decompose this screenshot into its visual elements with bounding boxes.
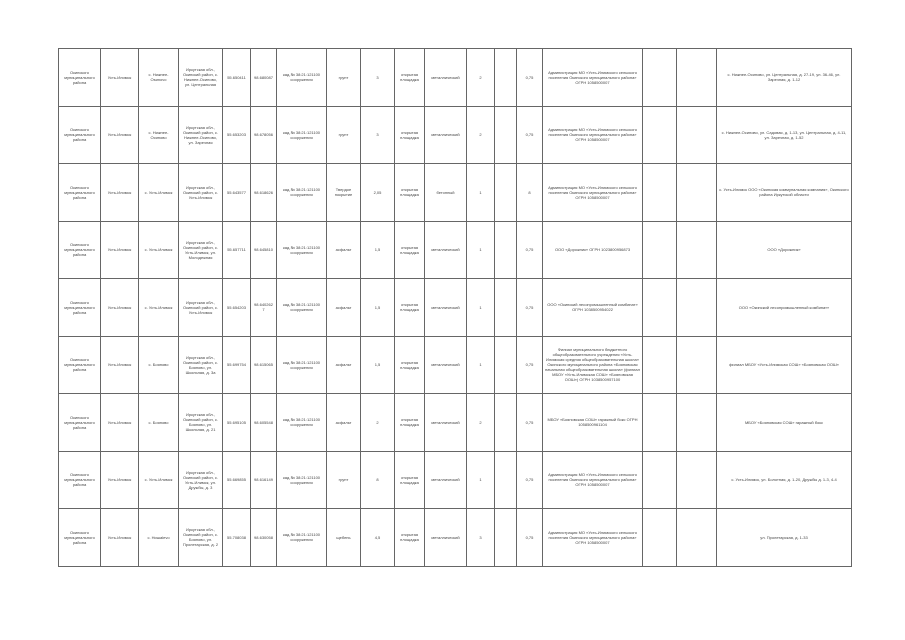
table-cell: Окинского муниципального района [59,279,101,337]
table-cell: асфальт [327,336,361,394]
table-cell: кад.№ 38:21:121100 сооружения [277,336,327,394]
table-cell: МБОУ «Бояновская СОШ» гаражный бокс ОГРН 1058500961104 [543,394,643,452]
table-cell: с. Усть-Илимск [139,279,179,337]
table-cell [495,49,517,107]
table-cell: Окинского муниципального района [59,49,101,107]
table-cell: с. Усть-Илимск, ул. Болотная, д. 1-20, Дружбы д. 1-3, 4-4 [717,451,852,509]
table-cell [677,336,717,394]
table-cell: ООО «Дорожник» ОГРН 1023800956873 [543,221,643,279]
table-cell: Иркутская обл., Окинский район, с. Бояново, ул. Пролетарская, д. 2 [179,509,223,567]
table-cell: 55.695105 [223,394,251,452]
table-cell: Иркутская обл., Окинский район, с. Усть-Илимск [179,164,223,222]
table-cell: 0,75 [517,106,543,164]
table-row [59,451,852,509]
table-cell: 98.6402627 [251,279,277,337]
table-cell: 55.708038 [223,509,251,567]
table-cell: металлический [425,394,467,452]
table-cell: с. Усть-Илимск [139,451,179,509]
table-cell: грунт [327,106,361,164]
table-cell: Иркутская обл., Окинский район, с. Усть-Илимск, ул. Молодежная [179,221,223,279]
table-cell: 2 [361,394,395,452]
table-cell [495,164,517,222]
table-cell: 98.680087 [251,49,277,107]
table-cell: 98.630058 [251,509,277,567]
table-cell: 1 [467,221,495,279]
table-cell: Иркутская обл., Окинский район, с. Нижнее-Осиново, ул. Заречная [179,106,223,164]
table-cell: 98.618626 [251,164,277,222]
table-cell: с. Бояново [139,394,179,452]
table-cell: бетонный [425,164,467,222]
table-cell: металлический [425,106,467,164]
table-cell: открытая площадка [395,49,425,107]
table-cell: 1,5 [361,336,395,394]
table-cell: кад.№ 38:21:121100 сооружения [277,509,327,567]
table-cell: асфальт [327,279,361,337]
table-cell: Усть-Илимск [101,394,139,452]
table-cell: Окинского муниципального района [59,394,101,452]
table-cell: 1 [467,279,495,337]
table-cell [643,394,677,452]
table-cell: 98.678056 [251,106,277,164]
table-cell: 0,75 [517,394,543,452]
table-cell: с. Нижнее-Осиново, ул. Садовая, д. 1-13, ул. Центральная, д. 4-11, ул. Заречная, д. 1-52 [717,106,852,164]
table-cell: 8 [361,451,395,509]
table-cell: Усть-Илимск [101,106,139,164]
table-cell: Усть-Илимск [101,164,139,222]
table-cell: Усть-Илимск [101,49,139,107]
table-cell: металлический [425,336,467,394]
table-cell: ООО «Дорожник» [717,221,852,279]
table-cell: кад.№ 38:21:121100 сооружения [277,106,327,164]
table-cell: открытая площадка [395,336,425,394]
table-cell: Иркутская обл., Окинский район, с. Бояново, ул. Школьная, д. 3а [179,336,223,394]
table-cell: Окинского муниципального района [59,106,101,164]
table-cell: 55.643577 [223,164,251,222]
table-cell: 4,5 [361,509,395,567]
table-cell: 55.653203 [223,106,251,164]
table-cell: Администрация МО «Усть-Илимского сельского поселения Окинского муниципального района» ОГРН 1058500007 [543,509,643,567]
table-row [59,509,852,567]
table-cell: Окинского муниципального района [59,451,101,509]
table-cell: 55.669855 [223,451,251,509]
table-cell [643,221,677,279]
table-cell: кад.№ 38:21:121100 сооружения [277,221,327,279]
table-row [59,49,852,107]
table-cell [643,106,677,164]
table-cell: 0,75 [517,336,543,394]
table-cell [643,336,677,394]
table-cell: с. Усть-Илимск ООО «Окинская коммунальная компания», Окинского района Иркутской области [717,164,852,222]
table-cell [677,106,717,164]
table-cell: Филиал муниципального бюджетного общеобразовательного учреждения «Усть-Илимская средняя общеобразовательная школа» Окинского муниципального района «Бояновская начальная общеобразовательная школа» (филиал МБОУ «Усть-Илимская СОШ» «Бояновская ООШ») ОГРН 1038500957100 [543,336,643,394]
table-cell: 0,75 [517,49,543,107]
table-cell: 98.616149 [251,451,277,509]
table-cell [495,451,517,509]
table-cell: 3 [361,49,395,107]
table-cell: открытая площадка [395,509,425,567]
table-cell: металлический [425,221,467,279]
table-cell: 3 [361,106,395,164]
table-cell: 55.654203 [223,279,251,337]
table-cell [677,279,717,337]
table-cell [495,509,517,567]
table-cell: грунт [327,451,361,509]
table-cell: с. Усть-Илимск [139,164,179,222]
table-cell: Усть-Илимск [101,336,139,394]
table-cell: 98.645810 [251,221,277,279]
table-cell: 2 [467,394,495,452]
table-cell: Усть-Илимск [101,221,139,279]
table-cell: кад.№ 38:21:121100 сооружения [277,164,327,222]
table-cell: Окинского муниципального района [59,221,101,279]
table-cell: 0,75 [517,221,543,279]
table-cell: Твердое покрытие [327,164,361,222]
table-cell [677,49,717,107]
table-cell [643,49,677,107]
table-cell: 1 [467,336,495,394]
table-cell: асфальт [327,221,361,279]
table-cell: Усть-Илимск [101,451,139,509]
table-cell: 2,05 [361,164,395,222]
table-cell: МБОУ «Бояновская СОШ» гаражный бокс [717,394,852,452]
table-cell: Окинского муниципального района [59,164,101,222]
table-row [59,106,852,164]
table-cell: с. Усть-Илимск [139,221,179,279]
table-cell: ул. Пролетарская, д. 1-33 [717,509,852,567]
table-cell [643,451,677,509]
table-cell: Окинского муниципального района [59,509,101,567]
table-cell: 55.650411 [223,49,251,107]
table-cell: Иркутская обл., Окинский район, с. Бояново, ул. Школьная, д. 21 [179,394,223,452]
table-cell: с. Нишаlevo [139,509,179,567]
table-cell: с. Нижнее-Осиново, ул. Центральная, д. 27-19, ул. 36-46, ул. Заречная, д. 1-12 [717,49,852,107]
table-cell: филиал МБОУ «Усть-Илимская СОШ» «Бояновская ООШ» [717,336,852,394]
table-row [59,394,852,452]
table-row [59,164,852,222]
table-cell [677,451,717,509]
table-cell: Иркутская обл., Окинский район, с. Усть-Илимск, ул. Дружбы, д. 3 [179,451,223,509]
table-cell: 98.605548 [251,394,277,452]
table-cell [495,394,517,452]
table-cell [495,336,517,394]
table-cell: 1 [467,164,495,222]
table-cell: 1 [467,451,495,509]
table-cell [677,164,717,222]
table-cell [495,279,517,337]
registry-table [58,48,852,567]
table-cell: ООО «Окинский лесопромышленный комбинат» ОГРН 1038500954022 [543,279,643,337]
table-cell [643,509,677,567]
table-cell: Администрация МО «Усть-Илимского сельского поселения Окинского муниципального района» ОГРН 1058500007 [543,164,643,222]
table-cell: открытая площадка [395,221,425,279]
table-cell: открытая площадка [395,106,425,164]
table-cell: щебень [327,509,361,567]
table-row [59,221,852,279]
table-cell [643,279,677,337]
table-cell [495,221,517,279]
table-cell: кад.№ 38:21:121100 сооружения [277,394,327,452]
table-cell [677,221,717,279]
table-cell: 2 [467,49,495,107]
table-cell [677,509,717,567]
table-cell: открытая площадка [395,279,425,337]
table-cell: 55.699754 [223,336,251,394]
table-cell [677,394,717,452]
table-cell: металлический [425,451,467,509]
table-cell: асфальт [327,394,361,452]
table-cell: с. Нижнее-Осиново [139,106,179,164]
table-cell: 2 [467,106,495,164]
table-cell: 0,75 [517,279,543,337]
table-cell: кад.№ 38:21:121100 сооружения [277,279,327,337]
table-cell: 0,75 [517,451,543,509]
table-cell: 3 [467,509,495,567]
table-cell: металлический [425,49,467,107]
table-cell: 1,5 [361,279,395,337]
table-cell: открытая площадка [395,164,425,222]
table-cell: 1,5 [361,221,395,279]
table-cell: Администрация МО «Усть-Илимского сельского поселения Окинского муниципального района» ОГРН 1058500007 [543,49,643,107]
table-cell: 8 [517,164,543,222]
table-cell: Иркутская обл., Окинский район, с. Нижнее-Осиново, ул. Центральная [179,49,223,107]
table-cell: Усть-Илимск [101,279,139,337]
table-cell: открытая площадка [395,451,425,509]
table-cell: ООО «Окинский лесопромышленный комбинат» [717,279,852,337]
table-cell: 98.615065 [251,336,277,394]
table-row [59,336,852,394]
table-cell: металлический [425,509,467,567]
table-cell: 55.657711 [223,221,251,279]
table-cell: кад.№ 38:21:121100 сооружения [277,49,327,107]
table-cell [643,164,677,222]
table-cell: с. Бояново [139,336,179,394]
table-cell: открытая площадка [395,394,425,452]
table-cell: с. Нижнее-Оsиnovo [139,49,179,107]
table-cell [495,106,517,164]
table-cell: Усть-Илимск [101,509,139,567]
table-cell: Окинского муниципального района [59,336,101,394]
table-cell: 0,75 [517,509,543,567]
table-cell: грунт [327,49,361,107]
table-row [59,279,852,337]
table-cell: Администрация МО «Усть-Илимского сельского поселения Окинского муниципального района» ОГРН 1058500007 [543,451,643,509]
table-cell: Иркутская обл., Окинский район, с. Усть-Илимск [179,279,223,337]
table-cell: кад.№ 38:21:121100 сооружения [277,451,327,509]
table-cell: металлический [425,279,467,337]
table-cell: Администрация МО «Усть-Илимского сельского поселения Окинского муниципального района» ОГРН 1058500007 [543,106,643,164]
